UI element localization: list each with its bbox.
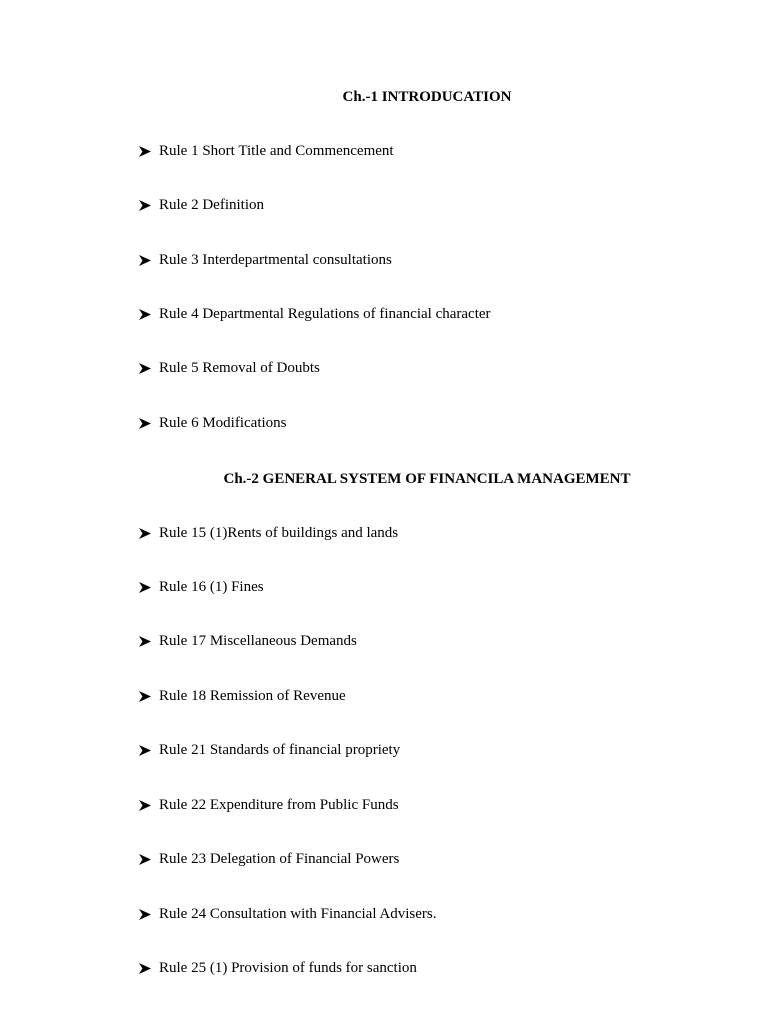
arrowhead-bullet-icon xyxy=(137,686,159,706)
list-item xyxy=(137,631,357,651)
arrowhead-bullet-icon xyxy=(137,250,159,270)
list-item-text: Rule 16 (1) Fines xyxy=(159,579,264,595)
list-item-text: Rule 2 Definition xyxy=(159,197,264,213)
list-item xyxy=(137,958,417,978)
chapter-1-heading: Ch.-1 INTRODUCATION xyxy=(342,89,512,105)
arrowhead-bullet-icon xyxy=(137,523,159,543)
list-item xyxy=(137,686,346,706)
arrowhead-bullet-icon xyxy=(137,958,159,978)
arrowhead-bullet-icon xyxy=(137,304,159,324)
arrowhead-bullet-icon xyxy=(137,904,159,924)
list-item xyxy=(137,849,399,869)
list-item xyxy=(137,141,394,161)
list-item-text: Rule 5 Removal of Doubts xyxy=(159,360,320,376)
arrowhead-bullet-icon xyxy=(137,141,159,161)
list-item xyxy=(137,195,264,215)
list-item xyxy=(137,740,400,760)
arrowhead-bullet-icon xyxy=(137,413,159,433)
arrowhead-bullet-icon xyxy=(137,358,159,378)
list-item xyxy=(137,795,399,815)
arrowhead-bullet-icon xyxy=(137,195,159,215)
list-item xyxy=(137,250,392,270)
list-item xyxy=(137,413,287,433)
list-item-text: Rule 23 Delegation of Financial Powers xyxy=(159,851,400,867)
chapter-2-heading: Ch.-2 GENERAL SYSTEM OF FINANCILA MANAGEMENT xyxy=(223,471,631,487)
list-item xyxy=(137,358,320,378)
list-item xyxy=(137,904,437,924)
list-item-text: Rule 18 Remission of Revenue xyxy=(159,688,346,704)
arrowhead-bullet-icon xyxy=(137,577,159,597)
arrowhead-bullet-icon xyxy=(137,740,159,760)
list-item-text: Rule 25 (1) Provision of funds for sanction xyxy=(159,960,417,976)
list-item xyxy=(137,523,398,543)
list-item-text: Rule 22 Expenditure from Public Funds xyxy=(159,797,399,813)
list-item xyxy=(137,577,264,597)
list-item-text: Rule 1 Short Title and Commencement xyxy=(159,143,394,159)
arrowhead-bullet-icon xyxy=(137,631,159,651)
arrowhead-bullet-icon xyxy=(137,795,159,815)
list-item-text: Rule 6 Modifications xyxy=(159,415,287,431)
list-item xyxy=(137,304,491,324)
list-item-text: Rule 4 Departmental Regulations of financial character xyxy=(159,306,491,322)
list-item-text: Rule 24 Consultation with Financial Advisers. xyxy=(159,906,437,922)
list-item-text: Rule 15 (1)Rents of buildings and lands xyxy=(159,525,399,541)
list-item-text: Rule 3 Interdepartmental consultations xyxy=(159,252,392,268)
list-item-text: Rule 21 Standards of financial propriety xyxy=(159,742,401,758)
list-item-text: Rule 17 Miscellaneous Demands xyxy=(159,633,357,649)
arrowhead-bullet-icon xyxy=(137,849,159,869)
